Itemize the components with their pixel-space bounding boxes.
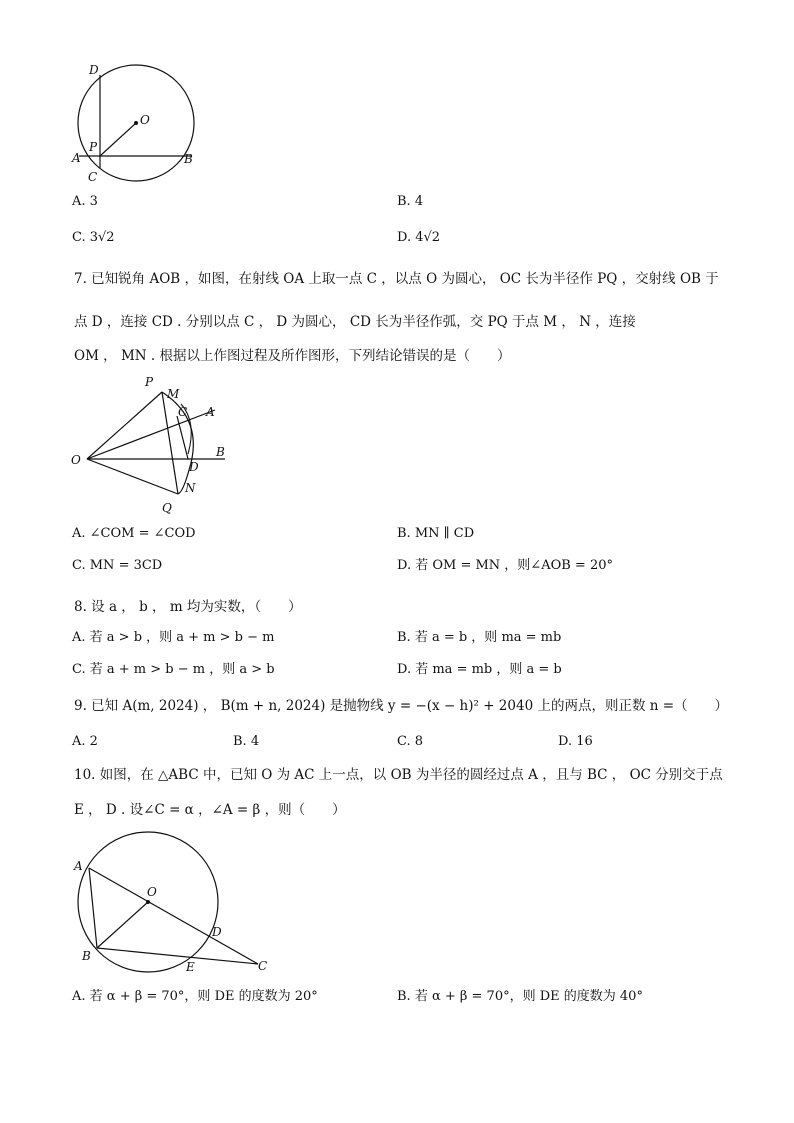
q10-center-dot — [146, 900, 150, 904]
q6-label-d: D — [89, 63, 99, 77]
q8-option-d[interactable]: D. 若 ma = mb ，则 a = b — [397, 662, 562, 677]
q10-option-b[interactable]: B. 若 α + β = 70°，则 DE 的度数为 40° — [397, 989, 643, 1004]
q7-label-c: C — [178, 405, 188, 419]
q7-segment-on — [87, 459, 178, 494]
q8-option-a[interactable]: A. 若 a > b ，则 a + m > b − m — [72, 630, 275, 645]
q7-segment-mn — [162, 392, 178, 494]
q7-stem-line1: 7. 已知锐角 AOB ，如图，在射线 OA 上取一点 C ，以点 O 为圆心， OC 长为半径作 PQ ，交射线 OB 于 — [74, 271, 719, 287]
q6-label-a: A — [72, 151, 81, 165]
q6-option-c[interactable]: C. 3√2 — [72, 230, 115, 245]
q7-option-c[interactable]: C. MN = 3CD — [72, 558, 163, 573]
q10-circle-figure — [68, 830, 283, 980]
q6-label-b: B — [184, 152, 193, 166]
q6-segment-po — [100, 123, 136, 156]
q7-label-d: D — [189, 460, 199, 474]
q9-option-c[interactable]: C. 8 — [397, 734, 424, 749]
q10-label-a: A — [74, 859, 83, 873]
q6-option-a[interactable]: A. 3 — [72, 194, 98, 209]
q6-center-dot — [134, 121, 138, 125]
q9-stem: 9. 已知 A(m, 2024) ， B(m + n, 2024) 是抛物线 y = −(x − h)² + 2040 上的两点，则正数 n =（ ） — [74, 698, 729, 714]
q6-label-o: O — [140, 113, 150, 127]
q7-label-n: N — [185, 481, 196, 495]
q7-stem-line2: 点 D ，连接 CD . 分别以点 C ， D 为圆心， CD 长为半径作弧，交 PQ 于点 M ， N ，连接 — [74, 314, 636, 330]
q10-label-b: B — [82, 949, 91, 963]
q10-segment-bo — [97, 902, 148, 948]
q7-label-m: M — [167, 387, 180, 401]
q9-option-a[interactable]: A. 2 — [72, 734, 98, 749]
q7-label-o: O — [71, 453, 81, 467]
q7-stem-line3: OM ， MN . 根据以上作图过程及所作图形，下列结论错误的是（ ） — [74, 348, 511, 364]
q7-label-a: A — [206, 405, 215, 419]
q8-stem: 8. 设 a ， b ， m 均为实数，（ ） — [74, 599, 302, 615]
q7-ray-oa — [87, 410, 215, 459]
q6-label-c: C — [88, 170, 98, 184]
q7-label-q: Q — [162, 501, 172, 515]
q10-stem-line2: E ， D . 设∠C = α ，∠A = β ，则（ ） — [74, 802, 346, 818]
q6-option-b[interactable]: B. 4 — [397, 194, 424, 209]
q6-label-p: P — [89, 140, 98, 154]
q9-option-d[interactable]: D. 16 — [558, 734, 593, 749]
q7-label-b: B — [216, 445, 225, 459]
q7-label-p: P — [145, 375, 154, 389]
q7-segment-om — [87, 392, 162, 459]
q7-option-a[interactable]: A. ∠COM = ∠COD — [72, 526, 196, 541]
q7-option-b[interactable]: B. MN ∥ CD — [397, 526, 475, 541]
q10-label-c: C — [258, 959, 268, 973]
q10-label-e: E — [186, 960, 195, 974]
q10-label-d: D — [212, 925, 222, 939]
q8-option-c[interactable]: C. 若 a + m > b − m ，则 a > b — [72, 662, 275, 677]
q6-circle-figure — [60, 58, 210, 188]
q10-stem-line1: 10. 如图，在 △ABC 中，已知 O 为 AC 上一点，以 OB 为半径的圆经过点 A ，且与 BC ， OC 分别交于点 — [74, 767, 723, 783]
q6-option-d[interactable]: D. 4√2 — [397, 230, 441, 245]
q10-option-a[interactable]: A. 若 α + β = 70°，则 DE 的度数为 20° — [72, 989, 318, 1004]
q7-option-d[interactable]: D. 若 OM = MN ，则∠AOB = 20° — [397, 558, 613, 573]
q8-option-b[interactable]: B. 若 a = b ，则 ma = mb — [397, 630, 562, 645]
q7-construction-figure — [65, 370, 240, 515]
q10-segment-ab — [89, 868, 97, 948]
q10-label-o: O — [147, 885, 157, 899]
q9-option-b[interactable]: B. 4 — [233, 734, 260, 749]
